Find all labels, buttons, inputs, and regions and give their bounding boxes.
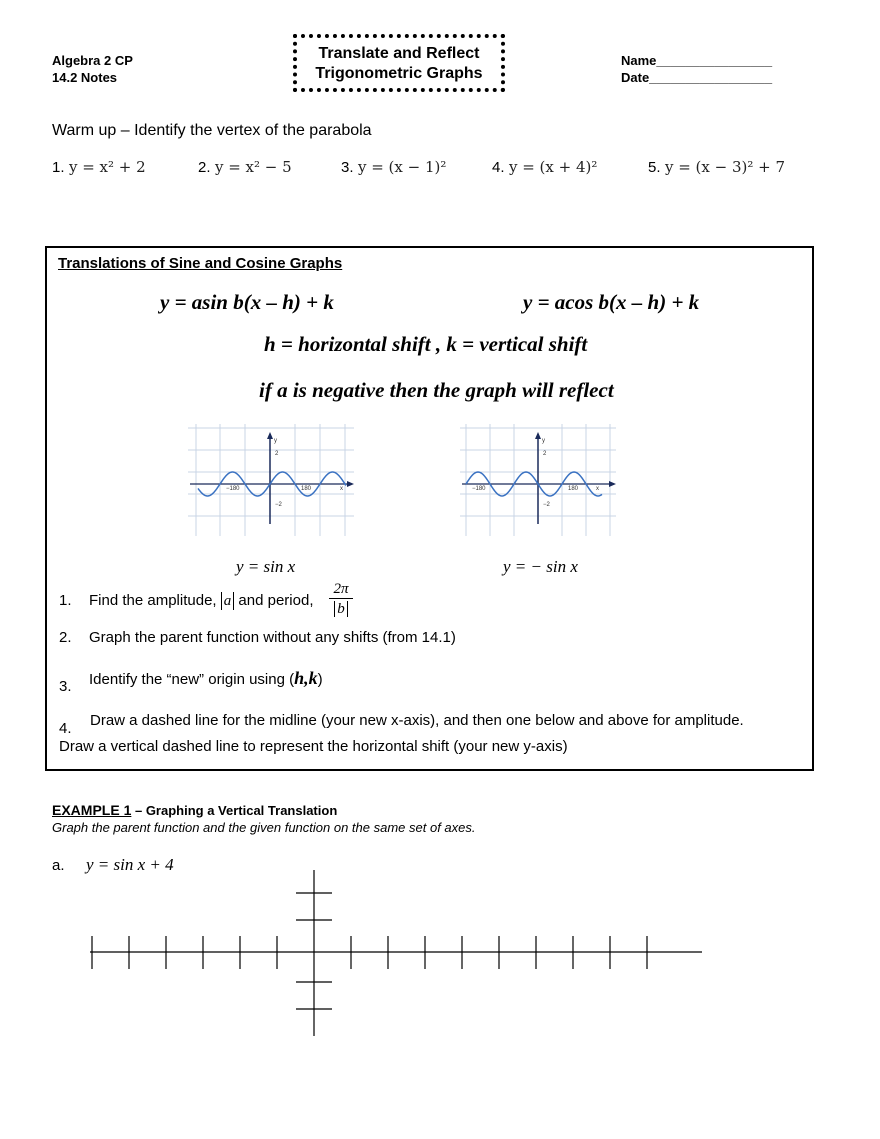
- negative-sine-graph: [460, 424, 616, 536]
- y-tick-label: 2: [275, 451, 279, 457]
- step-number: 3.: [59, 678, 72, 695]
- step-text: Identify the “new” origin using (: [89, 671, 295, 688]
- sine-graph: [188, 424, 354, 536]
- step-amplitude-period: [89, 592, 313, 610]
- warmup-prompt: Warm up – Identify the vertex of the parabola: [52, 122, 372, 139]
- fraction-numerator: [329, 580, 353, 599]
- x-arrow-icon: [347, 481, 354, 487]
- step-text: ): [317, 671, 323, 688]
- x-axis-label: x: [596, 486, 599, 492]
- x-tick-label: −180: [226, 486, 240, 492]
- translations-box: [45, 246, 814, 771]
- example-title: – Graphing a Vertical Translation: [131, 803, 338, 818]
- sine-caption: [236, 557, 295, 577]
- warmup-problem: [492, 158, 597, 177]
- part-equation: y = sin x + 4: [86, 855, 174, 874]
- problem-equation: y = (x + 4)²: [508, 158, 598, 176]
- example-heading: [52, 802, 337, 818]
- step-number: 1.: [59, 592, 72, 609]
- warmup-problem: [648, 158, 785, 177]
- title-box: [293, 34, 505, 92]
- step-midline: Draw a dashed line for the midline (your new x-axis), and then one below and above for amplitude.: [90, 712, 744, 729]
- formula-cosine: y = acos b(x – h) + k: [523, 290, 700, 314]
- abs-a: a: [221, 592, 235, 610]
- notes-label: 14.2 Notes: [52, 70, 118, 85]
- negative-sine-caption: [503, 557, 578, 577]
- step-new-origin: [89, 668, 323, 689]
- formula-sine: y = asin b(x – h) + k: [160, 290, 334, 314]
- example-instruction: Graph the parent function and the given function on the same set of axes.: [52, 820, 476, 835]
- translations-heading: Translations of Sine and Cosine Graphs: [58, 255, 343, 272]
- warmup-problem: [52, 158, 146, 177]
- numerator-text: 2π: [333, 581, 349, 597]
- problem-number: 3.: [341, 159, 354, 176]
- hk-text: h,k: [294, 668, 318, 688]
- x-axis-label: x: [340, 486, 343, 492]
- reflect-note: if a is negative then the graph will reflect: [259, 378, 614, 402]
- date-field: Date_________________: [621, 70, 773, 85]
- negative-sine-caption-text: y = − sin x: [503, 557, 578, 576]
- x-tick-label: 180: [301, 486, 312, 492]
- y-axis-label: y: [542, 438, 545, 444]
- problem-number: 1.: [52, 159, 65, 176]
- sine-caption-text: y = sin x: [236, 557, 296, 576]
- step-number: 2.: [59, 629, 72, 646]
- part-label: a.: [52, 857, 65, 874]
- shift-definition: h = horizontal shift , k = vertical shift: [264, 332, 588, 356]
- y-axis-label: y: [274, 438, 277, 444]
- fraction-denominator: [329, 599, 353, 619]
- course-label: Algebra 2 CP: [52, 53, 133, 68]
- problem-equation: y = (x − 3)² + 7: [664, 158, 786, 176]
- x-arrow-icon: [609, 481, 616, 487]
- y-tick-label: 2: [543, 451, 547, 457]
- step-vertical-line: Draw a vertical dashed line to represent the horizontal shift (your new y-axis): [59, 738, 568, 755]
- x-tick-label: −180: [472, 486, 486, 492]
- warmup-problem: [198, 158, 292, 177]
- name-field: Name________________: [621, 53, 773, 68]
- title-line-1: Translate and Reflect: [318, 45, 480, 62]
- x-tick-label: 180: [568, 486, 579, 492]
- problem-number: 2.: [198, 159, 211, 176]
- step-text: Find the amplitude,: [89, 592, 217, 609]
- title-line-2: Trigonometric Graphs: [315, 65, 483, 82]
- y-tick-label: −2: [275, 502, 282, 508]
- problem-number: 4.: [492, 159, 505, 176]
- problem-equation: y = (x − 1)²: [357, 158, 447, 176]
- denominator-text: b: [334, 601, 348, 617]
- step-graph-parent: Graph the parent function without any shifts (from 14.1): [89, 629, 456, 646]
- y-arrow-icon: [267, 432, 273, 439]
- grid: [188, 424, 354, 536]
- y-tick-label: −2: [543, 502, 550, 508]
- problem-equation: y = x² + 2: [68, 158, 146, 176]
- problem-number: 5.: [648, 159, 661, 176]
- problem-equation: y = x² − 5: [214, 158, 292, 176]
- example-label: EXAMPLE 1: [52, 802, 132, 818]
- warmup-problem: [341, 158, 446, 177]
- y-arrow-icon: [535, 432, 541, 439]
- step-number: 4.: [59, 720, 72, 737]
- step-text: and period,: [238, 592, 314, 609]
- blank-axes: [80, 866, 710, 1041]
- period-fraction: [329, 580, 353, 619]
